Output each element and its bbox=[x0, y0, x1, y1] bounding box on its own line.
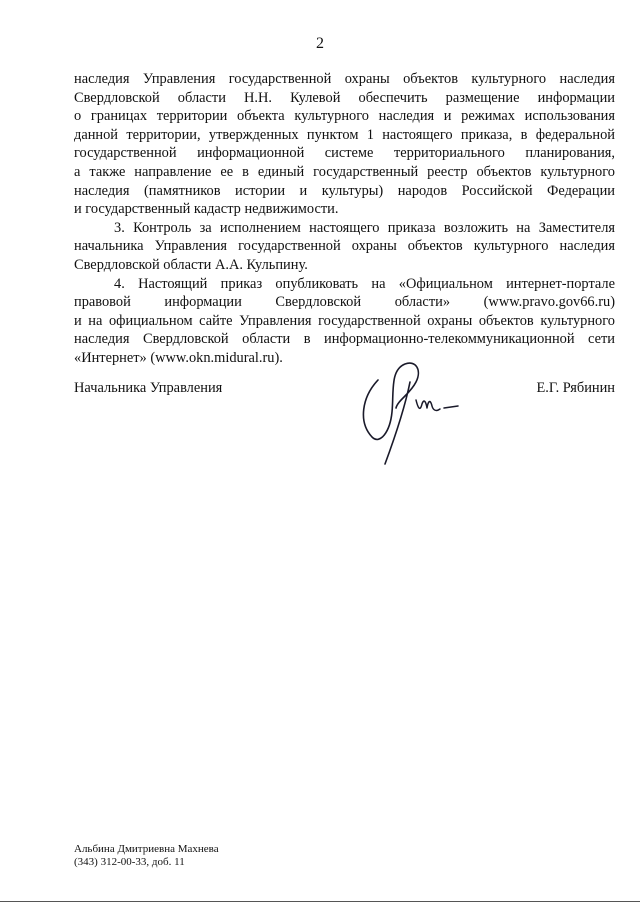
signatory-title: Начальника Управления bbox=[74, 380, 223, 396]
text-line: наследия (памятников истории и культуры) народов Российской Федерации bbox=[74, 182, 615, 199]
text-line: а также направление ее в единый государственный реестр объектов культурного bbox=[74, 163, 615, 180]
page-bottom-edge bbox=[0, 901, 640, 902]
handwritten-signature bbox=[350, 352, 475, 477]
paragraph-4 bbox=[74, 275, 615, 368]
text-line: данной территории, утвержденных пунктом 1 настоящего приказа, в федеральной bbox=[74, 126, 615, 143]
text-line: начальника Управления государственной охраны объектов культурного наследия bbox=[74, 238, 615, 255]
text-line: о границах территории объекта культурного наследия и режимах использования bbox=[74, 108, 615, 125]
text-line: правовой информации Свердловской области» (www.pravo.gov66.ru) bbox=[74, 294, 615, 311]
paragraph-2-continued bbox=[74, 70, 615, 219]
text-line: Свердловской области А.А. Кульпину. bbox=[74, 256, 308, 273]
executor-name: Альбина Дмитриевна Махнева bbox=[74, 843, 219, 855]
executor-info bbox=[74, 843, 219, 869]
text-line: Свердловской области Н.Н. Кулевой обеспечить размещение информации bbox=[74, 89, 615, 106]
text-line: наследия Свердловской области в информационно-телекоммуникационной сети bbox=[74, 331, 615, 348]
text-line: «Интернет» (www.okn.midural.ru). bbox=[74, 349, 283, 366]
text-line: и на официальном сайте Управления государственной охраны объектов культурного bbox=[74, 312, 615, 329]
text-line: и государственный кадастр недвижимости. bbox=[74, 201, 339, 218]
executor-phone: (343) 312-00-33, доб. 11 bbox=[74, 856, 185, 868]
signatory-name: Е.Г. Рябинин bbox=[536, 380, 615, 396]
paragraph-3 bbox=[74, 219, 615, 275]
document-body bbox=[74, 70, 615, 368]
page-number: 2 bbox=[316, 35, 324, 52]
text-line: 4. Настоящий приказ опубликовать на «Официальном интернет-портале bbox=[114, 275, 615, 292]
text-line: государственной информационной системе территориального планирования, bbox=[74, 145, 615, 162]
text-line: 3. Контроль за исполнением настоящего приказа возложить на Заместителя bbox=[114, 219, 615, 236]
text-line: наследия Управления государственной охраны объектов культурного наследия bbox=[74, 71, 615, 87]
